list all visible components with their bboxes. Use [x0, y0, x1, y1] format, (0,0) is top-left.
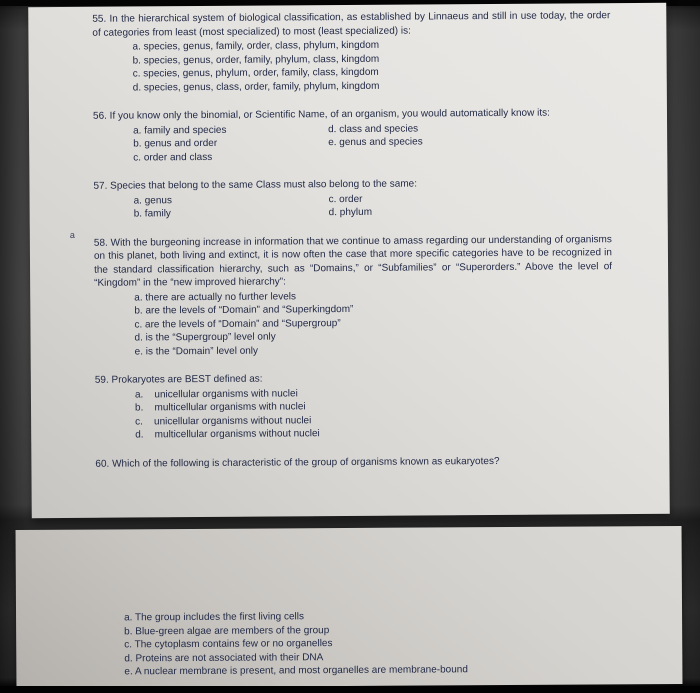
question-block — [94, 233, 613, 359]
answer-option: a. The group includes the first living cells — [124, 611, 305, 624]
question-text: 60. Which of the following is characteristic of the group of organisms known as eukaryotes? — [95, 455, 500, 470]
answer-option: c. The cytoplasm contains few or no organelles — [124, 638, 333, 651]
answer-option: b. multicellular organisms with nuclei — [134, 401, 306, 414]
questions-container — [92, 9, 613, 471]
options-list — [134, 288, 612, 359]
answer-option: a. there are actually no further levels — [134, 290, 297, 303]
question-text: 59. Prokaryotes are BEST defined as: — [94, 373, 263, 386]
answer-option: b. Blue-green algae are members of the group — [124, 624, 330, 637]
answer-option: c. species, genus, phylum, order, family, class, kingdom — [132, 66, 379, 80]
margin-artifact: a — [69, 229, 75, 240]
answer-option: c. are the levels of “Domain” and “Supergroup” — [134, 317, 341, 330]
question-text: 56. If you know only the binomial, or Scientific Name, of an organism, you would automatically know its: — [92, 107, 550, 122]
answer-option: e. genus and species — [328, 136, 423, 149]
page2-options — [124, 608, 642, 679]
options-columns — [134, 191, 612, 221]
answer-option: a. family and species — [133, 124, 227, 137]
answer-option: a. genus — [133, 194, 172, 207]
answer-option: c. order — [328, 193, 363, 205]
question-text: 55. In the hierarchical system of biological classification, as established by Linnaeus and still in use today, the order of categories from least (most specialized) to most (least specialized) is: — [92, 10, 611, 39]
options-column-left — [133, 123, 328, 165]
options-list — [132, 37, 610, 94]
question-text: 58. With the burgeoning increase in information that we continue to amass regarding our understanding of organisms on this planet, both living and extinct, it is now often the case that more specific categories have to be recognized in the standard classification hierarchy, such as “Domains,” or “Subfamilies” or “Superorders.” Above the level of “Kingdom” in the “new improved hierarchy”: — [93, 233, 613, 289]
options-list — [135, 385, 613, 442]
question-block — [93, 176, 611, 221]
answer-option: e. A nuclear membrane is present, and most organelles are membrane-bound — [124, 664, 468, 678]
answer-option: b. genus and order — [133, 137, 218, 150]
question-block — [92, 9, 611, 95]
answer-option: b. family — [133, 208, 171, 220]
bottom-black-bar — [0, 686, 700, 693]
answer-option: d. is the “Supergroup” level only — [134, 331, 276, 344]
question-block — [95, 370, 613, 442]
answer-option: b. are the levels of “Domain” and “Superkingdom” — [134, 303, 354, 317]
answer-option: d. phylum — [328, 206, 373, 219]
quiz-page-2 — [16, 526, 683, 688]
options-columns — [133, 121, 611, 165]
answer-option: d. class and species — [328, 123, 419, 135]
answer-option: a. species, genus, family, order, class, phylum, kingdom — [132, 39, 380, 53]
question-text: 57. Species that belong to the same Class must also belong to the same: — [93, 178, 418, 192]
question-block — [95, 454, 613, 471]
answer-option: d. species, genus, class, order, family, phylum, kingdom — [132, 80, 380, 94]
answer-option: a. unicellular organisms with nuclei — [134, 387, 298, 400]
options-column-right — [328, 122, 423, 163]
quiz-page-1 — [28, 3, 670, 518]
answer-option: b. species, genus, order, family, phylum, class, kingdom — [132, 53, 380, 67]
answer-option: d. multicellular organisms without nuclei — [135, 428, 320, 441]
answer-option: c. order and class — [133, 151, 213, 164]
answer-option: d. Proteins are not associated with their DNA — [124, 651, 324, 664]
options-column-left — [134, 193, 329, 221]
answer-option: c. unicellular organisms without nuclei — [135, 414, 312, 427]
answer-option: e. is the “Domain” level only — [134, 345, 259, 357]
question-block — [93, 106, 611, 165]
options-column-right — [329, 192, 373, 219]
